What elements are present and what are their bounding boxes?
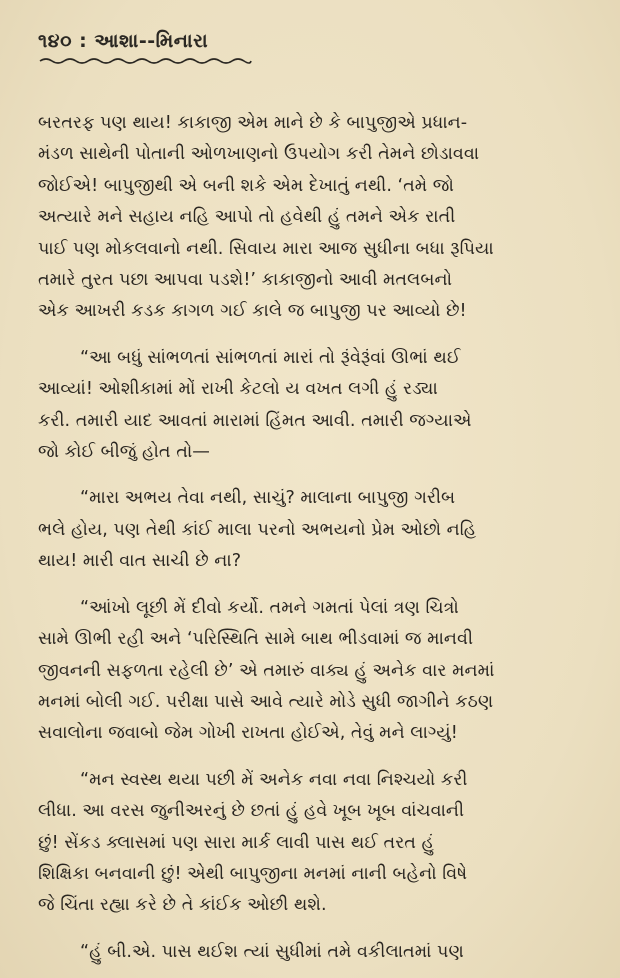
paragraph-3 (38, 483, 578, 577)
paragraph-6 (38, 937, 578, 968)
body-text (38, 108, 578, 968)
text-line: ભલે હોય, પણ તેથી કાંઈ માલા પરનો અભયનો પ્રેમ ઓછો નહિ (38, 519, 477, 540)
text-line: સવાલોના જવાબો જેમ ગોખી રાખતા હોઈએ, તેવું મને લાગ્યું! (38, 723, 458, 744)
text-line: જે ચિંતા રહ્યા કરે છે તે કાંઈક ઓછી થશે. (38, 895, 327, 916)
running-head: ૧૪૦ : આશા--મિનારા (38, 30, 209, 52)
paragraph-4 (38, 593, 578, 750)
text-line: મંડળ સાથેની પોતાની ઓળખાણનો ઉપયોગ કરી તેમને છોડાવવા (38, 144, 480, 165)
text-line: થાય! મારી વાત સાચી છે ના? (38, 551, 242, 572)
text-line: લીધા. આ વરસ જુનીઅરનું છે છતાં હું હવે ખૂબ ખૂબ વાંચવાની (38, 801, 465, 822)
text-line: બરતરફ પણ થાય! કાકાજી એમ માને છે કે બાપુજીએ પ્રધાન- (38, 113, 468, 133)
text-line: આવ્યાં! ઓશીકામાં મોં રાખી કેટલો ય વખત લગી હું રડ્યા (38, 379, 438, 400)
text-line: એક આખરી કડક કાગળ ગઈ કાલે જ બાપુજી પર આવ્યો છે! (38, 301, 467, 322)
paragraph-1 (38, 108, 578, 328)
text-line: “મન સ્વસ્થ થયા પછી મેં અનેક નવા નવા નિશ્ચયો કરી (80, 769, 468, 790)
text-line: “હું બી.એ. પાસ થઈશ ત્યાં સુધીમાં તમે વકીલાતમાં પણ (80, 941, 464, 962)
text-line: “આંખો લૂછી મેં દીવો કર્યો. તમને ગમતાં પેલાં ત્રણ ચિત્રો (80, 597, 459, 618)
paragraph-2 (38, 343, 578, 469)
text-line: છું! સેંકડ ક્લાસમાં પણ સારા માર્ક લાવી પાસ થઈ તરત હું (38, 832, 435, 853)
text-line: અત્યારે મને સહાય નહિ આપો તો હવેથી હું તમને એક રાતી (38, 207, 456, 228)
text-line: “મારા અભય તેવા નથી, સાચું? માલાના બાપુજી ગરીબ (80, 488, 456, 509)
paragraph-5 (38, 765, 578, 922)
text-line: “આ બધું સાંભળતાં સાંભળતાં મારાં તો રૂંવેરૂંવાં ઊભાં થઈ (80, 347, 461, 368)
text-line: જોઈએ! બાપુજીથી એ બની શકે એમ દેખાતું નથી. ‘તમે જો (38, 175, 454, 196)
text-line: મનમાં બોલી ગઈ. પરીક્ષા પાસે આવે ત્યારે મોડે સુધી જાગીને કઠણ (38, 691, 494, 712)
text-line: પાઈ પણ મોકલવાનો નથી. સિવાય મારા આજ સુધીના બધા રૂપિયા (38, 238, 494, 259)
text-line: શિક્ષિકા બનવાની છું! એથી બાપુજીના મનમાં નાની બહેનો વિષે (38, 863, 468, 884)
text-line: જીવનની સફળતા રહેલી છે’ એ તમારું વાક્ય હું અનેક વાર મનમાં (38, 660, 495, 681)
text-line: સામે ઊભી રહી અને ‘પરિસ્થિતિ સામે બાથ ભીડવામાં જ માનવી (38, 629, 473, 650)
head-rule-ornament (38, 56, 253, 66)
text-line: કરી. તમારી યાદ આવતાં મારામાં હિંમત આવી. તમારી જગ્યાએ (38, 410, 472, 431)
text-line: તમારે તુરત પછા આપવા પડશે!’ કાકાજીનો આવી મતલબનો (38, 270, 452, 291)
text-line: જો કોઈ બીજું હોત તો— (38, 442, 210, 463)
